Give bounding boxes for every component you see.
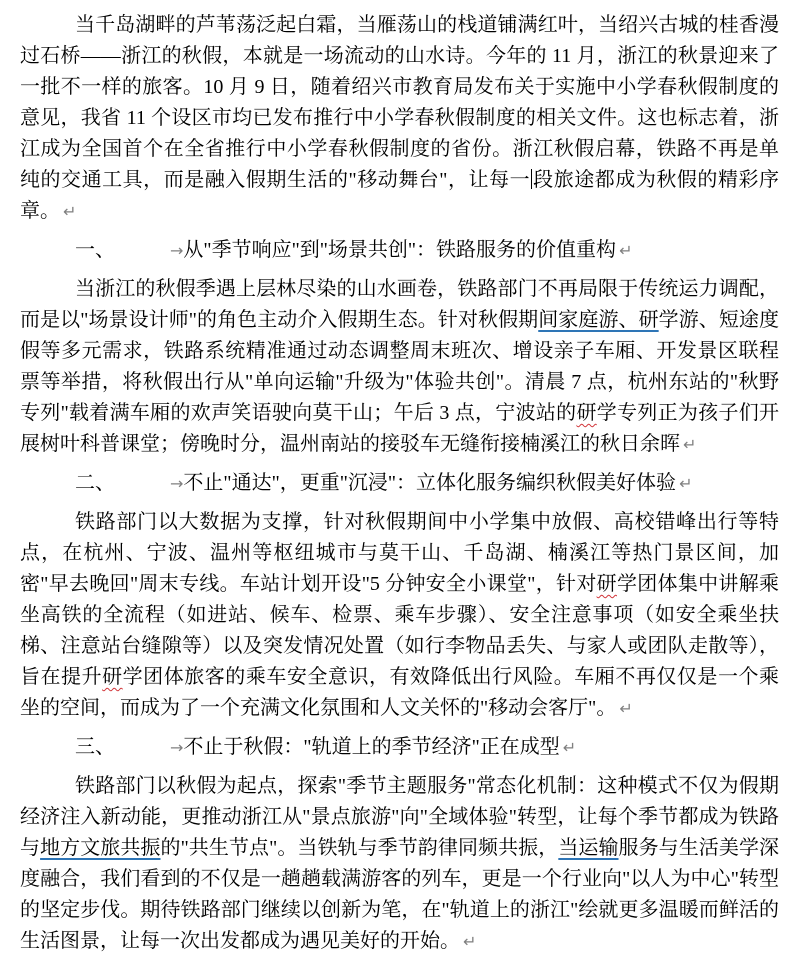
heading-paragraph bbox=[20, 468, 779, 499]
paragraph-mark: ↵ bbox=[63, 202, 77, 221]
tab-mark: → bbox=[170, 241, 184, 260]
body-paragraph bbox=[20, 274, 779, 460]
text-run: 铁路部门以秋假为起点，探索"季节主题服务"常态化机制：这种模式不仅为假期经济注入新动能，更推动浙江从"景点旅游"向"全域体验"转型，让每个季节都成为铁路与 bbox=[20, 775, 779, 859]
text-run: 三、 bbox=[75, 736, 115, 758]
text-run: 当千岛湖畔的芦苇荡泛起白霜，当雁荡山的栈道铺满红叶，当绍兴古城的桂香漫过石桥——浙江的秋假，本就是一场流动的山水诗。今年的 11 月，浙江的秋景迎来了一批不一样的旅客。10 月 9 日，随着绍兴市教育局发布关于实施中小学春秋假制度的意见，我省 11 个设区市均已发布推行中小学春秋假制度的相关文件。这也标志着，浙江成为全国首个在全省推行中小学春秋假制度的省份。浙江秋假启幕，铁路不再是单纯的交通工具，而是融入假期生活的"移动舞台"，让每一 bbox=[20, 14, 779, 191]
text-run: 当浙江的秋假季遇上层林尽染的山水画卷，铁路部门不再局限于传统运力调配，而是以"场景设计师"的角色主动介入假期生态。针对秋假期 bbox=[20, 278, 779, 331]
text-run: 服务与生活美学深度融合，我们看到的不仅是一趟趟载满游客的列车，更是一个行业向"以人为中心"转型的坚定步伐。期待铁路部门继续以创新为笔，在"轨道上的浙江"绘就更多温暖而鲜活的生活图景，让每一次出发都成为遇见美好的开始。 bbox=[20, 837, 780, 952]
heading-paragraph bbox=[20, 732, 779, 763]
text-run: 一、 bbox=[75, 239, 115, 261]
body-paragraph bbox=[20, 10, 779, 227]
text-run: 学游、短途度假等多元需求，铁路系统精准通过动态调整周末班次、增设亲子车厢、开发景区联程票等举措，将秋假出行从"单向运输"升级为"体验共创"。清晨 7 点，杭州东站的"秋野专列"载着满车厢的欢声笑语驶向莫干山；午后 3 点，宁波站的 bbox=[20, 309, 780, 424]
text-run: 学团体旅客的乘车安全意识，有效降低出行风险。车厢不再仅仅是一个乘坐的空间，而成为了一个充满文化氛围和人文关怀的"移动会客厅"。 bbox=[20, 666, 780, 719]
paragraph-mark: ↵ bbox=[683, 435, 697, 454]
text-run: 二、 bbox=[75, 472, 115, 494]
grammar-check-underlined-text: 当运输 bbox=[558, 837, 619, 859]
body-paragraph bbox=[20, 771, 779, 957]
text-run: 不止"通达"，更重"沉浸"：立体化服务编织秋假美好体验 bbox=[183, 472, 677, 494]
paragraph-mark: ↵ bbox=[619, 241, 633, 260]
paragraph-mark: ↵ bbox=[679, 474, 693, 493]
grammar-check-underlined-text: 间家庭游、研 bbox=[538, 309, 659, 331]
text-run: 的"共生节点"。当铁轨与季节韵律同频共振， bbox=[160, 837, 559, 859]
text-run: 从"季节响应"到"场景共创"：铁路服务的价值重构 bbox=[183, 239, 617, 261]
body-paragraph bbox=[20, 507, 779, 724]
text-run: 不止于秋假："轨道上的季节经济"正在成型 bbox=[183, 736, 560, 758]
text-run: 铁路部门以大数据为支撑，针对秋假期间中小学集中放假、高校错峰出行等特点，在杭州、宁波、温州等枢纽城市与莫干山、千岛湖、楠溪江等热门景区间，加密"早去晚回"周末专线。车站计划开设"5 分钟安全小课堂"，针对 bbox=[20, 511, 779, 595]
text-run: 段旅途都成为秋假的精彩序章。 bbox=[20, 169, 780, 222]
spell-check-underlined-text: 研 bbox=[102, 666, 123, 688]
text-run: 学专列正为孩子们开展树叶科普课堂；傍晚时分，温州南站的接驳车无缝衔接楠溪江的秋日余晖 bbox=[20, 402, 780, 455]
tab-mark: → bbox=[170, 474, 184, 493]
text-run: 学团体集中讲解乘坐高铁的全流程（如进站、候车、检票、乘车步骤）、安全注意事项（如安全乘坐扶梯、注意站台缝隙等）以及突发情况处置（如行李物品丢失、与家人或团队走散等），旨在提升 bbox=[20, 573, 780, 688]
tab-mark: → bbox=[170, 738, 184, 757]
paragraph-mark: ↵ bbox=[619, 699, 633, 718]
spell-check-underlined-text: 研 bbox=[576, 402, 597, 424]
paragraph-mark: ↵ bbox=[562, 738, 577, 757]
spell-check-underlined-text: 研 bbox=[596, 573, 617, 595]
grammar-check-underlined-text: 地方文旅共振 bbox=[40, 837, 161, 859]
heading-paragraph bbox=[20, 235, 779, 266]
paragraph-mark: ↵ bbox=[463, 932, 477, 951]
